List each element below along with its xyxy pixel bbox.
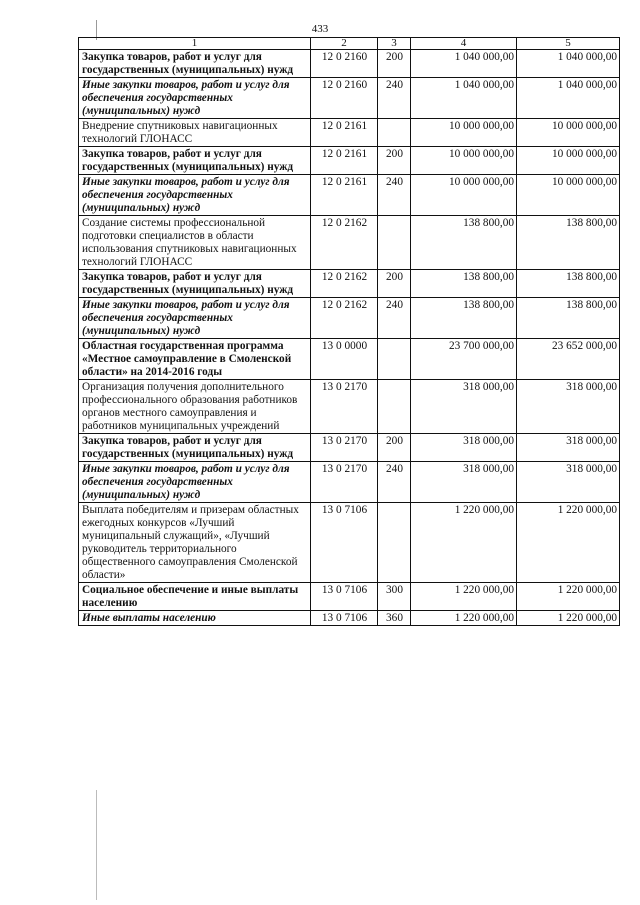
item-name-cell: Закупка товаров, работ и услуг для государственных (муниципальных) нужд: [79, 50, 311, 78]
table-row: [79, 78, 620, 119]
table-row: [79, 339, 620, 380]
amount-2016-cell: 23 652 000,00: [517, 339, 620, 380]
amount-2015-cell: 138 800,00: [411, 216, 517, 270]
table-row: [79, 462, 620, 503]
amount-2016-cell: 1 220 000,00: [517, 583, 620, 611]
amount-2015-cell: 1 040 000,00: [411, 78, 517, 119]
amount-2016-cell: 10 000 000,00: [517, 119, 620, 147]
amount-2015-cell: 138 800,00: [411, 298, 517, 339]
column-header: 5: [517, 38, 620, 50]
target-code-cell: 12 0 2162: [311, 216, 378, 270]
amount-2016-cell: 10 000 000,00: [517, 147, 620, 175]
amount-2015-cell: 1 220 000,00: [411, 611, 517, 626]
amount-2016-cell: 1 040 000,00: [517, 78, 620, 119]
table-row: [79, 611, 620, 626]
target-code-cell: 12 0 2161: [311, 119, 378, 147]
header-row: [79, 38, 620, 50]
page-number: 433: [311, 23, 329, 35]
table-row: [79, 147, 620, 175]
amount-2016-cell: 1 040 000,00: [517, 50, 620, 78]
expense-type-cell: 200: [378, 434, 411, 462]
item-name-cell: Закупка товаров, работ и услуг для государственных (муниципальных) нужд: [79, 270, 311, 298]
expense-type-cell: [378, 119, 411, 147]
table-body: [79, 50, 620, 626]
expense-type-cell: [378, 380, 411, 434]
amount-2016-cell: 138 800,00: [517, 270, 620, 298]
amount-2016-cell: 138 800,00: [517, 216, 620, 270]
amount-2015-cell: 318 000,00: [411, 380, 517, 434]
item-name-cell: Организация получения дополнительного профессионального образования работников органов местного самоуправления и работников муниципальных учреждений: [79, 380, 311, 434]
amount-2016-cell: 1 220 000,00: [517, 503, 620, 583]
expense-type-cell: 200: [378, 270, 411, 298]
item-name-cell: Областная государственная программа «Местное самоуправление в Смоленской области» на 2014-2016 годы: [79, 339, 311, 380]
amount-2016-cell: 1 220 000,00: [517, 611, 620, 626]
target-code-cell: 13 0 7106: [311, 583, 378, 611]
table-row: [79, 119, 620, 147]
amount-2015-cell: 10 000 000,00: [411, 175, 517, 216]
item-name-cell: Иные закупки товаров, работ и услуг для обеспечения государственных (муниципальных) нужд: [79, 298, 311, 339]
amount-2015-cell: 318 000,00: [411, 462, 517, 503]
expense-type-cell: 360: [378, 611, 411, 626]
amount-2015-cell: 10 000 000,00: [411, 119, 517, 147]
amount-2015-cell: 138 800,00: [411, 270, 517, 298]
expense-type-cell: 200: [378, 147, 411, 175]
table-row: [79, 50, 620, 78]
amount-2015-cell: 1 220 000,00: [411, 503, 517, 583]
amount-2016-cell: 138 800,00: [517, 298, 620, 339]
target-code-cell: 12 0 2161: [311, 147, 378, 175]
table-row: [79, 434, 620, 462]
item-name-cell: Закупка товаров, работ и услуг для государственных (муниципальных) нужд: [79, 434, 311, 462]
amount-2016-cell: 318 000,00: [517, 462, 620, 503]
table-row: [79, 503, 620, 583]
table-row: [79, 175, 620, 216]
target-code-cell: 13 0 2170: [311, 434, 378, 462]
target-code-cell: 12 0 2160: [311, 78, 378, 119]
expense-type-cell: 240: [378, 462, 411, 503]
target-code-cell: 13 0 2170: [311, 462, 378, 503]
table-row: [79, 583, 620, 611]
table-row: [79, 298, 620, 339]
item-name-cell: Иные выплаты населению: [79, 611, 311, 626]
expense-type-cell: [378, 339, 411, 380]
expense-type-cell: [378, 503, 411, 583]
item-name-cell: Выплата победителям и призерам областных ежегодных конкурсов «Лучший муниципальный служащий», «Лучший руководитель территориального общественного самоуправления Смоленской области»: [79, 503, 311, 583]
column-header: 4: [411, 38, 517, 50]
expense-type-cell: 240: [378, 78, 411, 119]
expense-type-cell: 200: [378, 50, 411, 78]
item-name-cell: Закупка товаров, работ и услуг для государственных (муниципальных) нужд: [79, 147, 311, 175]
target-code-cell: 13 0 7106: [311, 503, 378, 583]
target-code-cell: 13 0 0000: [311, 339, 378, 380]
target-code-cell: 13 0 2170: [311, 380, 378, 434]
item-name-cell: Создание системы профессиональной подготовки специалистов в области использования спутниковых навигационных технологий ГЛОНАСС: [79, 216, 311, 270]
target-code-cell: 12 0 2162: [311, 270, 378, 298]
column-header: 2: [311, 38, 378, 50]
budget-table: [78, 37, 620, 626]
item-name-cell: Внедрение спутниковых навигационных технологий ГЛОНАСС: [79, 119, 311, 147]
margin-line: [96, 790, 97, 900]
amount-2016-cell: 318 000,00: [517, 434, 620, 462]
target-code-cell: 13 0 7106: [311, 611, 378, 626]
expense-type-cell: 240: [378, 298, 411, 339]
expense-type-cell: [378, 216, 411, 270]
item-name-cell: Иные закупки товаров, работ и услуг для обеспечения государственных (муниципальных) нужд: [79, 78, 311, 119]
item-name-cell: Иные закупки товаров, работ и услуг для обеспечения государственных (муниципальных) нужд: [79, 462, 311, 503]
target-code-cell: 12 0 2160: [311, 50, 378, 78]
expense-type-cell: 240: [378, 175, 411, 216]
item-name-cell: Иные закупки товаров, работ и услуг для обеспечения государственных (муниципальных) нужд: [79, 175, 311, 216]
column-header: 1: [79, 38, 311, 50]
target-code-cell: 12 0 2161: [311, 175, 378, 216]
table-row: [79, 216, 620, 270]
amount-2016-cell: 10 000 000,00: [517, 175, 620, 216]
item-name-cell: Социальное обеспечение и иные выплаты населению: [79, 583, 311, 611]
column-header: 3: [378, 38, 411, 50]
amount-2015-cell: 10 000 000,00: [411, 147, 517, 175]
expense-type-cell: 300: [378, 583, 411, 611]
target-code-cell: 12 0 2162: [311, 298, 378, 339]
amount-2015-cell: 318 000,00: [411, 434, 517, 462]
amount-2015-cell: 1 040 000,00: [411, 50, 517, 78]
amount-2015-cell: 1 220 000,00: [411, 583, 517, 611]
table-row: [79, 380, 620, 434]
amount-2015-cell: 23 700 000,00: [411, 339, 517, 380]
amount-2016-cell: 318 000,00: [517, 380, 620, 434]
table-row: [79, 270, 620, 298]
